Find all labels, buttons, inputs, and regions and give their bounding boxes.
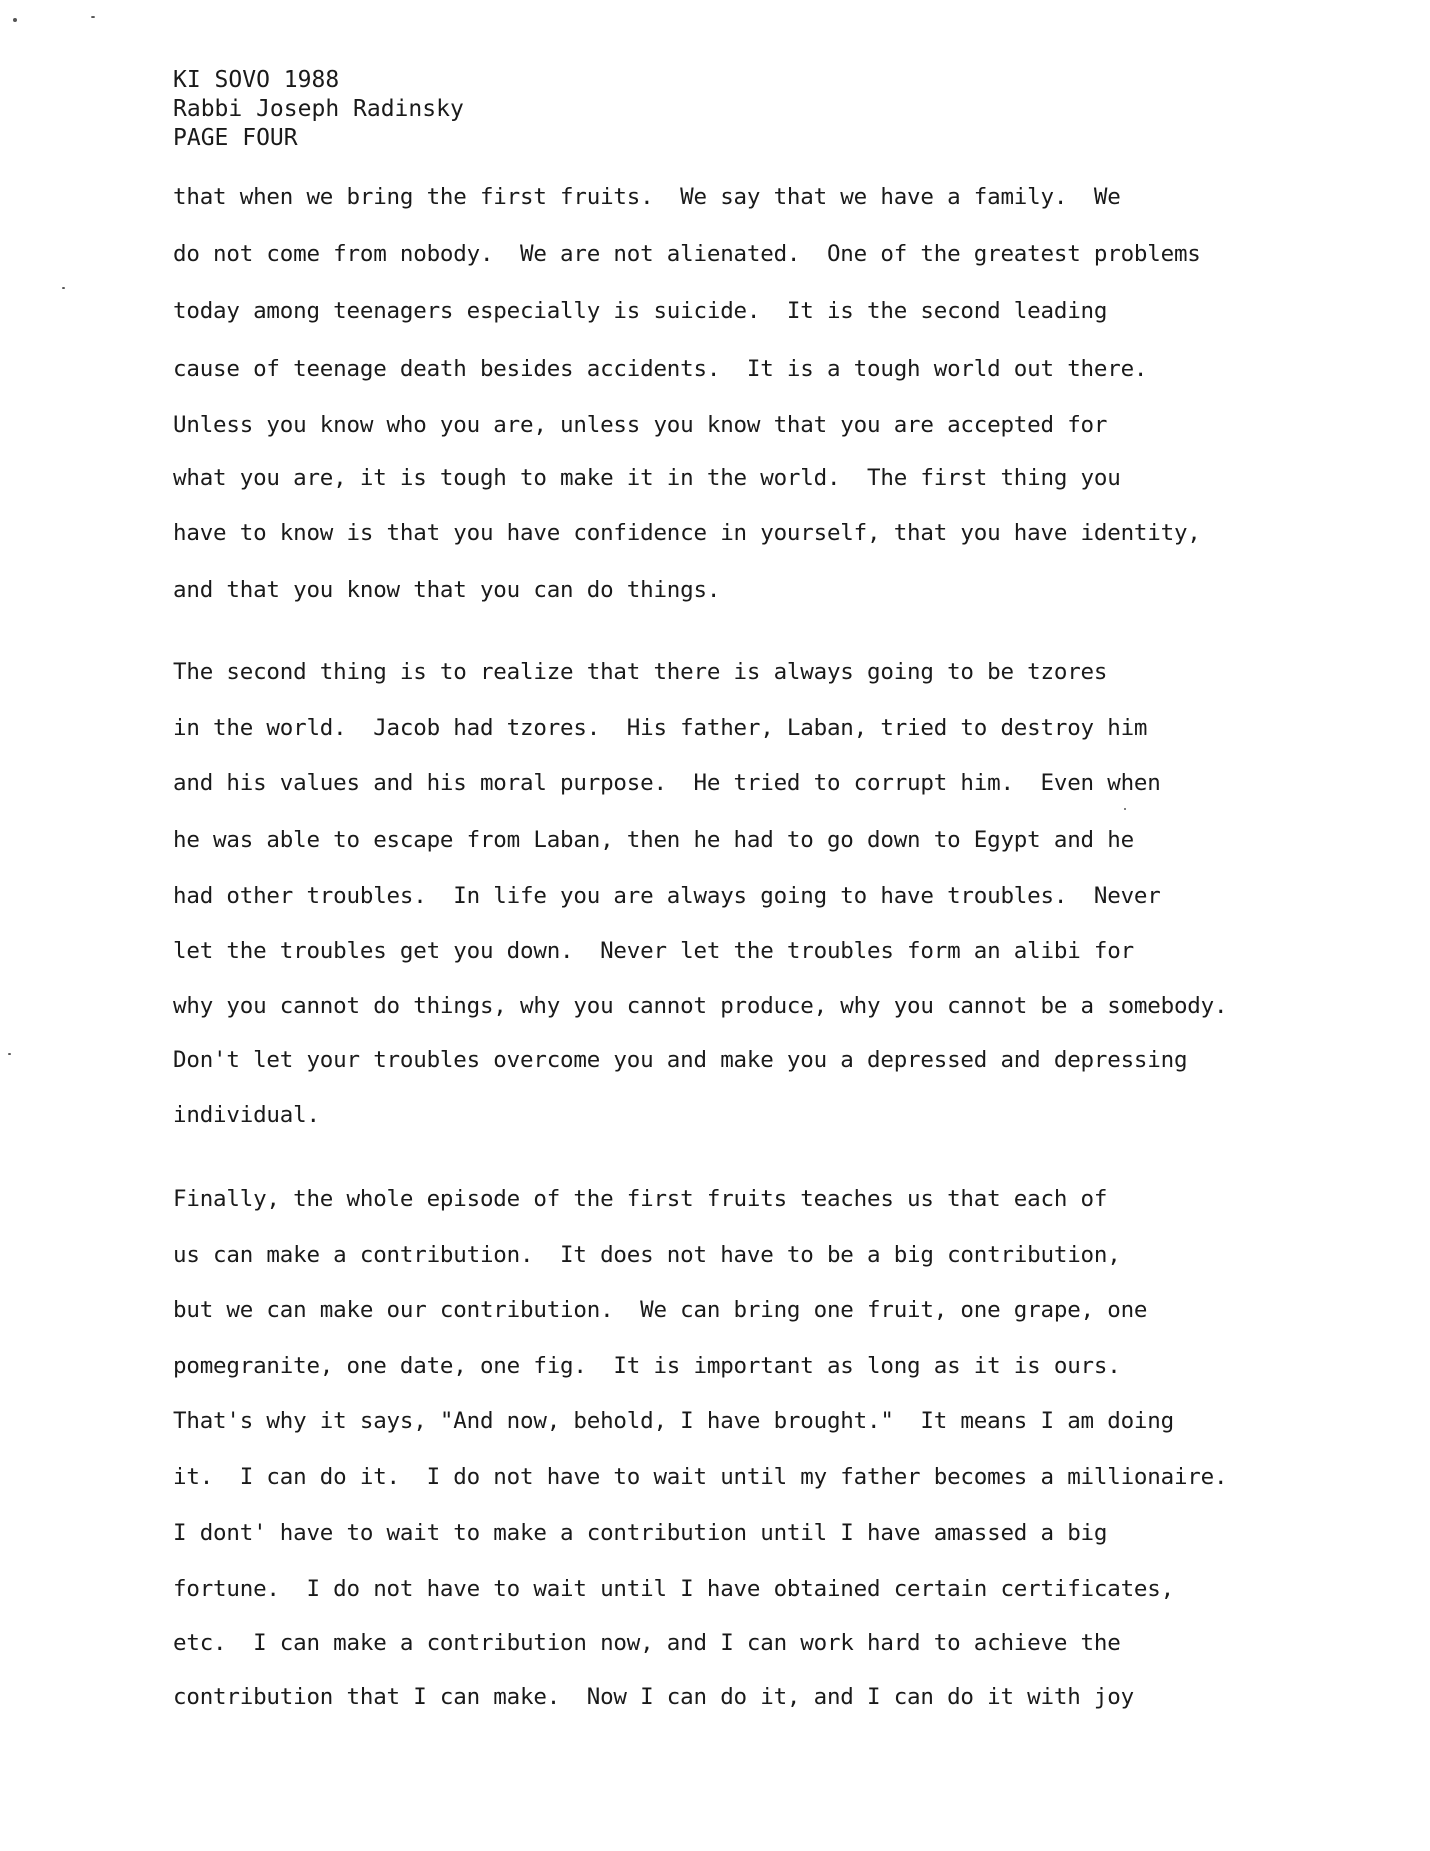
text-line: I dont' have to wait to make a contribution until I have amassed a big	[173, 1520, 1108, 1546]
text-line: have to know is that you have confidence in yourself, that you have identity,	[173, 520, 1201, 546]
text-line: individual.	[173, 1102, 320, 1128]
scan-speck	[8, 1053, 11, 1055]
text-line: why you cannot do things, why you cannot produce, why you cannot be a somebody.	[173, 993, 1228, 1019]
scan-speck	[91, 16, 95, 18]
text-line: cause of teenage death besides accidents. It is a tough world out there.	[173, 356, 1148, 382]
text-line: in the world. Jacob had tzores. His father, Laban, tried to destroy him	[173, 715, 1148, 741]
text-line: The second thing is to realize that there is always going to be tzores	[173, 659, 1108, 685]
header-author: Rabbi Joseph Radinsky	[173, 96, 464, 122]
text-line: today among teenagers especially is suicide. It is the second leading	[173, 298, 1108, 324]
text-line: what you are, it is tough to make it in the world. The first thing you	[173, 465, 1121, 491]
text-line: pomegranite, one date, one fig. It is important as long as it is ours.	[173, 1353, 1121, 1379]
scan-speck	[13, 18, 17, 22]
text-line: he was able to escape from Laban, then he had to go down to Egypt and he	[173, 827, 1134, 853]
text-line: contribution that I can make. Now I can do it, and I can do it with joy	[173, 1684, 1134, 1710]
text-line: and that you know that you can do things.	[173, 577, 721, 603]
text-line: let the troubles get you down. Never let the troubles form an alibi for	[173, 938, 1134, 964]
page-header	[173, 66, 464, 153]
text-line: and his values and his moral purpose. He tried to corrupt him. Even when	[173, 770, 1161, 796]
text-line: had other troubles. In life you are always going to have troubles. Never	[173, 883, 1161, 909]
text-line: that when we bring the first fruits. We say that we have a family. We	[173, 184, 1121, 210]
header-title: KI SOVO 1988	[173, 67, 340, 93]
text-line: us can make a contribution. It does not have to be a big contribution,	[173, 1242, 1121, 1268]
scan-speck	[62, 287, 65, 289]
text-line: fortune. I do not have to wait until I have obtained certain certificates,	[173, 1576, 1174, 1602]
text-line: Unless you know who you are, unless you know that you are accepted for	[173, 412, 1108, 438]
scan-speck	[1124, 808, 1126, 810]
text-line: but we can make our contribution. We can bring one fruit, one grape, one	[173, 1297, 1148, 1323]
text-line: That's why it says, "And now, behold, I have brought." It means I am doing	[173, 1408, 1174, 1434]
text-line: Don't let your troubles overcome you and make you a depressed and depressing	[173, 1047, 1188, 1073]
text-line: do not come from nobody. We are not alienated. One of the greatest problems	[173, 241, 1201, 267]
header-page-number: PAGE FOUR	[173, 125, 298, 151]
text-line: etc. I can make a contribution now, and I can work hard to achieve the	[173, 1630, 1121, 1656]
text-line: it. I can do it. I do not have to wait until my father becomes a millionaire.	[173, 1464, 1228, 1490]
text-line: Finally, the whole episode of the first fruits teaches us that each of	[173, 1186, 1108, 1212]
